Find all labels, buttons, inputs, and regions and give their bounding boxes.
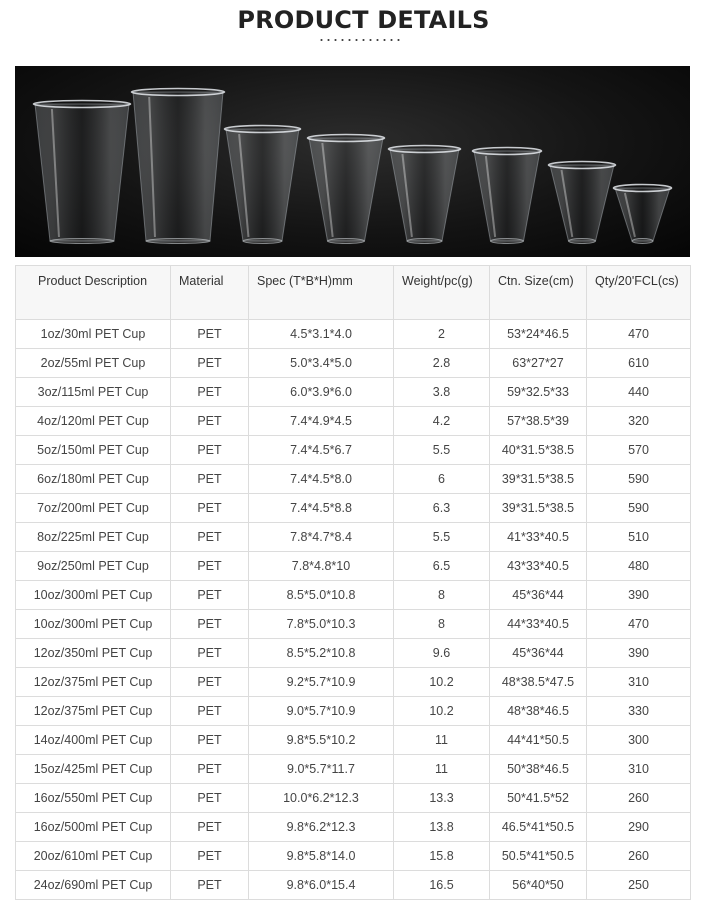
cell-product-description: 3oz/115ml PET Cup bbox=[16, 378, 171, 407]
table-body bbox=[16, 320, 691, 900]
cell-qty-fcl: 570 bbox=[587, 436, 691, 465]
cell-carton-size: 48*38.5*47.5 bbox=[490, 668, 587, 697]
cup-icon bbox=[614, 185, 672, 244]
cell-carton-size: 59*32.5*33 bbox=[490, 378, 587, 407]
cell-material: PET bbox=[171, 668, 249, 697]
cell-product-description: 2oz/55ml PET Cup bbox=[16, 349, 171, 378]
header-spec: Spec (T*B*H)mm bbox=[249, 266, 394, 320]
cell-product-description: 4oz/120ml PET Cup bbox=[16, 407, 171, 436]
cell-material: PET bbox=[171, 871, 249, 900]
cell-carton-size: 39*31.5*38.5 bbox=[490, 465, 587, 494]
cell-product-description: 1oz/30ml PET Cup bbox=[16, 320, 171, 349]
header-qty-fcl: Qty/20'FCL(cs) bbox=[587, 266, 691, 320]
table-row bbox=[16, 668, 691, 697]
cell-carton-size: 48*38*46.5 bbox=[490, 697, 587, 726]
cell-material: PET bbox=[171, 407, 249, 436]
cell-product-description: 20oz/610ml PET Cup bbox=[16, 842, 171, 871]
cell-material: PET bbox=[171, 552, 249, 581]
table-row bbox=[16, 871, 691, 900]
cell-weight: 9.6 bbox=[394, 639, 490, 668]
cell-carton-size: 45*36*44 bbox=[490, 639, 587, 668]
cell-weight: 3.8 bbox=[394, 378, 490, 407]
cell-product-description: 9oz/250ml PET Cup bbox=[16, 552, 171, 581]
cell-spec: 7.4*4.5*8.0 bbox=[249, 465, 394, 494]
header-carton-size: Ctn. Size(cm) bbox=[490, 266, 587, 320]
table-row bbox=[16, 349, 691, 378]
cell-qty-fcl: 260 bbox=[587, 842, 691, 871]
cell-material: PET bbox=[171, 842, 249, 871]
cell-spec: 7.8*4.7*8.4 bbox=[249, 523, 394, 552]
cell-carton-size: 63*27*27 bbox=[490, 349, 587, 378]
cell-carton-size: 41*33*40.5 bbox=[490, 523, 587, 552]
cell-material: PET bbox=[171, 697, 249, 726]
cell-spec: 7.8*5.0*10.3 bbox=[249, 610, 394, 639]
cell-weight: 13.8 bbox=[394, 813, 490, 842]
table-row bbox=[16, 494, 691, 523]
cup-icon bbox=[34, 101, 131, 244]
cell-spec: 5.0*3.4*5.0 bbox=[249, 349, 394, 378]
cell-carton-size: 53*24*46.5 bbox=[490, 320, 587, 349]
cell-material: PET bbox=[171, 610, 249, 639]
cell-spec: 9.0*5.7*10.9 bbox=[249, 697, 394, 726]
cell-carton-size: 44*41*50.5 bbox=[490, 726, 587, 755]
cell-carton-size: 50*41.5*52 bbox=[490, 784, 587, 813]
title-divider bbox=[318, 38, 402, 42]
cell-weight: 11 bbox=[394, 755, 490, 784]
cell-carton-size: 39*31.5*38.5 bbox=[490, 494, 587, 523]
table-row bbox=[16, 726, 691, 755]
table-row bbox=[16, 523, 691, 552]
header-weight: Weight/pc(g) bbox=[394, 266, 490, 320]
cell-spec: 7.4*4.9*4.5 bbox=[249, 407, 394, 436]
cup-icon bbox=[308, 135, 385, 244]
cell-product-description: 16oz/500ml PET Cup bbox=[16, 813, 171, 842]
table-row bbox=[16, 784, 691, 813]
cell-weight: 6 bbox=[394, 465, 490, 494]
cell-qty-fcl: 440 bbox=[587, 378, 691, 407]
cell-carton-size: 44*33*40.5 bbox=[490, 610, 587, 639]
table-row bbox=[16, 813, 691, 842]
cell-spec: 9.8*6.0*15.4 bbox=[249, 871, 394, 900]
cell-spec: 7.4*4.5*6.7 bbox=[249, 436, 394, 465]
cell-weight: 6.3 bbox=[394, 494, 490, 523]
cell-weight: 15.8 bbox=[394, 842, 490, 871]
cell-qty-fcl: 290 bbox=[587, 813, 691, 842]
cell-material: PET bbox=[171, 755, 249, 784]
page-title: PRODUCT DETAILS bbox=[237, 6, 490, 34]
cell-weight: 11 bbox=[394, 726, 490, 755]
cup-icon bbox=[389, 146, 461, 244]
cell-carton-size: 56*40*50 bbox=[490, 871, 587, 900]
table-header-row bbox=[16, 266, 691, 320]
cell-product-description: 24oz/690ml PET Cup bbox=[16, 871, 171, 900]
cell-product-description: 15oz/425ml PET Cup bbox=[16, 755, 171, 784]
cell-material: PET bbox=[171, 465, 249, 494]
cell-weight: 6.5 bbox=[394, 552, 490, 581]
cell-qty-fcl: 610 bbox=[587, 349, 691, 378]
cell-weight: 8 bbox=[394, 581, 490, 610]
cell-product-description: 10oz/300ml PET Cup bbox=[16, 610, 171, 639]
cell-weight: 10.2 bbox=[394, 668, 490, 697]
cell-weight: 10.2 bbox=[394, 697, 490, 726]
cell-spec: 9.8*5.8*14.0 bbox=[249, 842, 394, 871]
table-row bbox=[16, 320, 691, 349]
table-row bbox=[16, 407, 691, 436]
cell-qty-fcl: 300 bbox=[587, 726, 691, 755]
cell-material: PET bbox=[171, 726, 249, 755]
table-row bbox=[16, 581, 691, 610]
cell-qty-fcl: 310 bbox=[587, 668, 691, 697]
cell-carton-size: 50*38*46.5 bbox=[490, 755, 587, 784]
cell-material: PET bbox=[171, 320, 249, 349]
cell-qty-fcl: 480 bbox=[587, 552, 691, 581]
table-row bbox=[16, 552, 691, 581]
header-material: Material bbox=[171, 266, 249, 320]
cell-product-description: 10oz/300ml PET Cup bbox=[16, 581, 171, 610]
table-row bbox=[16, 697, 691, 726]
cell-product-description: 8oz/225ml PET Cup bbox=[16, 523, 171, 552]
cell-material: PET bbox=[171, 378, 249, 407]
cell-product-description: 12oz/375ml PET Cup bbox=[16, 668, 171, 697]
table-row bbox=[16, 465, 691, 494]
cell-product-description: 7oz/200ml PET Cup bbox=[16, 494, 171, 523]
cell-product-description: 16oz/550ml PET Cup bbox=[16, 784, 171, 813]
cell-spec: 9.8*5.5*10.2 bbox=[249, 726, 394, 755]
cell-carton-size: 45*36*44 bbox=[490, 581, 587, 610]
cell-weight: 4.2 bbox=[394, 407, 490, 436]
cup-icon bbox=[132, 89, 225, 244]
cups-illustration bbox=[15, 66, 690, 257]
cell-spec: 6.0*3.9*6.0 bbox=[249, 378, 394, 407]
cell-carton-size: 40*31.5*38.5 bbox=[490, 436, 587, 465]
table-row bbox=[16, 639, 691, 668]
cell-product-description: 12oz/350ml PET Cup bbox=[16, 639, 171, 668]
cell-weight: 8 bbox=[394, 610, 490, 639]
cell-carton-size: 57*38.5*39 bbox=[490, 407, 587, 436]
header-product-description: Product Description bbox=[16, 266, 171, 320]
cell-weight: 16.5 bbox=[394, 871, 490, 900]
cell-carton-size: 50.5*41*50.5 bbox=[490, 842, 587, 871]
cup-icon bbox=[473, 148, 542, 244]
cell-weight: 2 bbox=[394, 320, 490, 349]
cell-product-description: 14oz/400ml PET Cup bbox=[16, 726, 171, 755]
cell-qty-fcl: 590 bbox=[587, 465, 691, 494]
cell-weight: 2.8 bbox=[394, 349, 490, 378]
table-row bbox=[16, 755, 691, 784]
cup-icon bbox=[549, 162, 616, 244]
cell-qty-fcl: 590 bbox=[587, 494, 691, 523]
cell-carton-size: 43*33*40.5 bbox=[490, 552, 587, 581]
cell-qty-fcl: 250 bbox=[587, 871, 691, 900]
cell-material: PET bbox=[171, 784, 249, 813]
cell-qty-fcl: 390 bbox=[587, 581, 691, 610]
cell-material: PET bbox=[171, 436, 249, 465]
table-row bbox=[16, 436, 691, 465]
cell-carton-size: 46.5*41*50.5 bbox=[490, 813, 587, 842]
cell-qty-fcl: 260 bbox=[587, 784, 691, 813]
cell-material: PET bbox=[171, 639, 249, 668]
cell-spec: 8.5*5.0*10.8 bbox=[249, 581, 394, 610]
cell-qty-fcl: 390 bbox=[587, 639, 691, 668]
cell-product-description: 5oz/150ml PET Cup bbox=[16, 436, 171, 465]
cell-spec: 7.8*4.8*10 bbox=[249, 552, 394, 581]
product-photo bbox=[15, 66, 690, 257]
cell-qty-fcl: 320 bbox=[587, 407, 691, 436]
cell-qty-fcl: 470 bbox=[587, 320, 691, 349]
cell-spec: 9.0*5.7*11.7 bbox=[249, 755, 394, 784]
cell-weight: 5.5 bbox=[394, 523, 490, 552]
cell-material: PET bbox=[171, 349, 249, 378]
table-row bbox=[16, 610, 691, 639]
cell-material: PET bbox=[171, 581, 249, 610]
cell-material: PET bbox=[171, 813, 249, 842]
table-row bbox=[16, 378, 691, 407]
cell-material: PET bbox=[171, 523, 249, 552]
product-spec-table bbox=[15, 265, 691, 900]
cell-weight: 5.5 bbox=[394, 436, 490, 465]
cell-spec: 4.5*3.1*4.0 bbox=[249, 320, 394, 349]
cell-material: PET bbox=[171, 494, 249, 523]
cell-qty-fcl: 330 bbox=[587, 697, 691, 726]
cell-product-description: 6oz/180ml PET Cup bbox=[16, 465, 171, 494]
cell-product-description: 12oz/375ml PET Cup bbox=[16, 697, 171, 726]
cell-spec: 7.4*4.5*8.8 bbox=[249, 494, 394, 523]
table-row bbox=[16, 842, 691, 871]
cell-qty-fcl: 470 bbox=[587, 610, 691, 639]
cell-spec: 8.5*5.2*10.8 bbox=[249, 639, 394, 668]
cell-weight: 13.3 bbox=[394, 784, 490, 813]
cell-qty-fcl: 310 bbox=[587, 755, 691, 784]
cell-qty-fcl: 510 bbox=[587, 523, 691, 552]
cell-spec: 9.2*5.7*10.9 bbox=[249, 668, 394, 697]
cell-spec: 9.8*6.2*12.3 bbox=[249, 813, 394, 842]
cup-icon bbox=[225, 126, 301, 244]
cell-spec: 10.0*6.2*12.3 bbox=[249, 784, 394, 813]
